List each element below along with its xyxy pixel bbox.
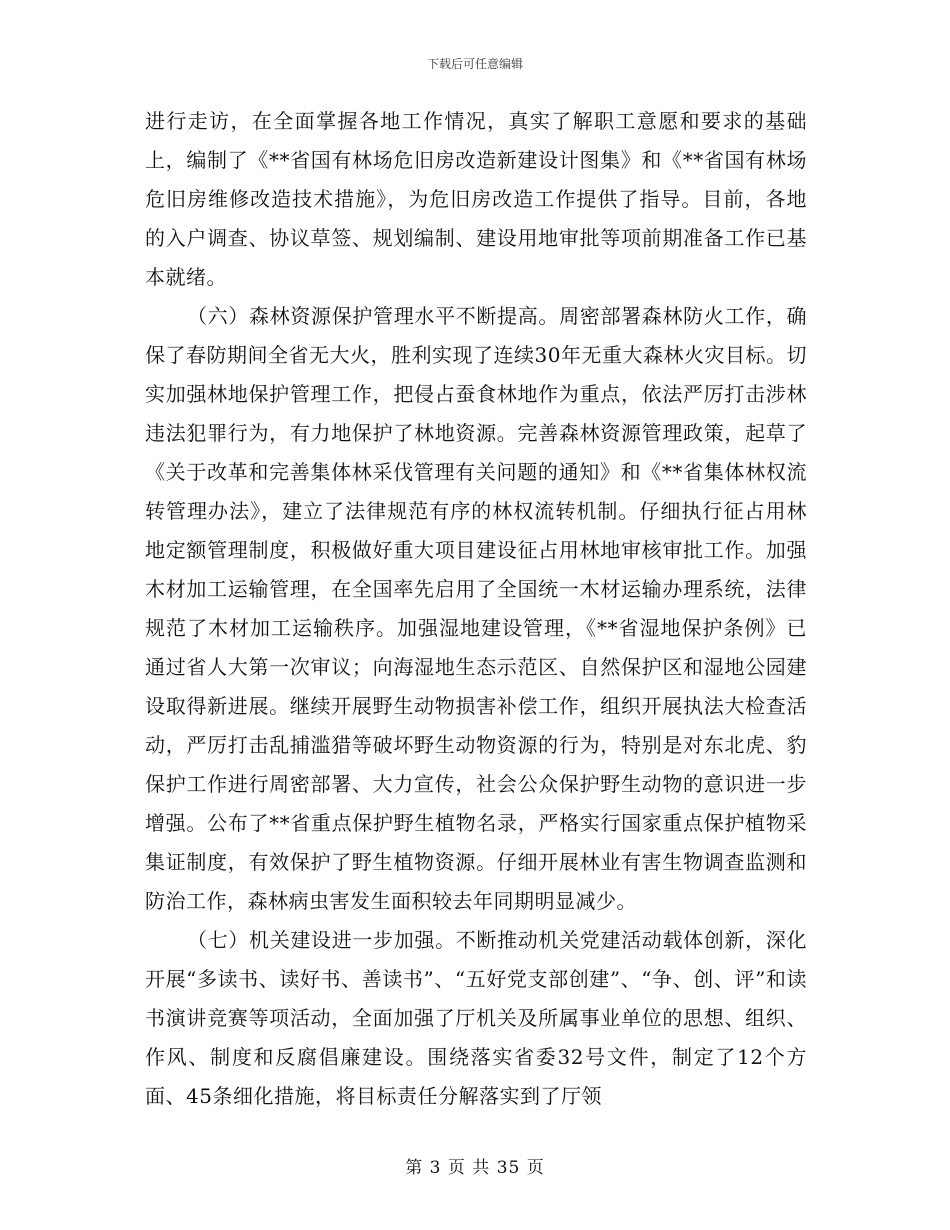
page-header: 下载后可任意编辑	[426, 57, 523, 71]
paragraph-continuation: 进行走访，在全面掌握各地工作情况，真实了解职工意愿和要求的基础上，编制了《**省国有林场危旧房改造新建设计图集》和《**省国有林场危旧房维修改造技术措施》，为危旧房改造工作提供了指导。目前，各地的入户调查、协议草签、规划编制、建设用地审批等项前期准备工作已基本就绪。	[145, 109, 807, 289]
paragraph-forest-protection: （六）森林资源保护管理水平不断提高。周密部署森林防火工作，确保了春防期间全省无大火，胜利实现了连续30年无重大森林火灾目标。切实加强林地保护管理工作，把侵占蚕食林地作为重点，依法严厉打击涉林违法犯罪行为，有力地保护了林地资源。完善森林资源管理政策，起草了《关于改革和完善集体林采伐管理有关问题的通知》和《**省集体林权流转管理办法》，建立了法律规范有序的林权流转机制。仔细执行征占用林地定额管理制度，积极做好重大项目建设征占用林地审核审批工作。加强木材加工运输管理，在全国率先启用了全国统一木材运输办理系统，法律规范了木材加工运输秩序。加强湿地建设管理，《**省湿地保护条例》已通过省人大第一次审议；向海湿地生态示范区、自然保护区和湿地公园建设取得新进展。继续开展野生动物损害补偿工作，组织开展执法大检查活动，严厉打击乱捕滥猎等破坏野生动物资源的行为，特别是对东北虎、豹保护工作进行周密部署、大力宣传，社会公众保护野生动物的意识进一步增强。公布了**省重点保护野生植物名录，严格实行国家重点保护植物采集证制度，有效保护了野生植物资源。仔细开展林业有害生物调查监测和防治工作，森林病虫害发生面积较去年同期明显减少。	[145, 304, 807, 913]
paragraph-agency-building: （七）机关建设进一步加强。不断推动机关党建活动载体创新，深化开展“多读书、读好书、善读书”、“五好党支部创建”、“争、创、评”和读书演讲竞赛等项活动，全面加强了厅机关及所属事业单位的思想、组织、作风、制度和反腐倡廉建设。围绕落实省委32号文件，制定了12个方面、45条细化措施，将目标责任分解落实到了厅领	[145, 928, 807, 1108]
document-body	[145, 102, 807, 1116]
page-number: 第 3 页 共 35 页	[405, 1158, 545, 1178]
